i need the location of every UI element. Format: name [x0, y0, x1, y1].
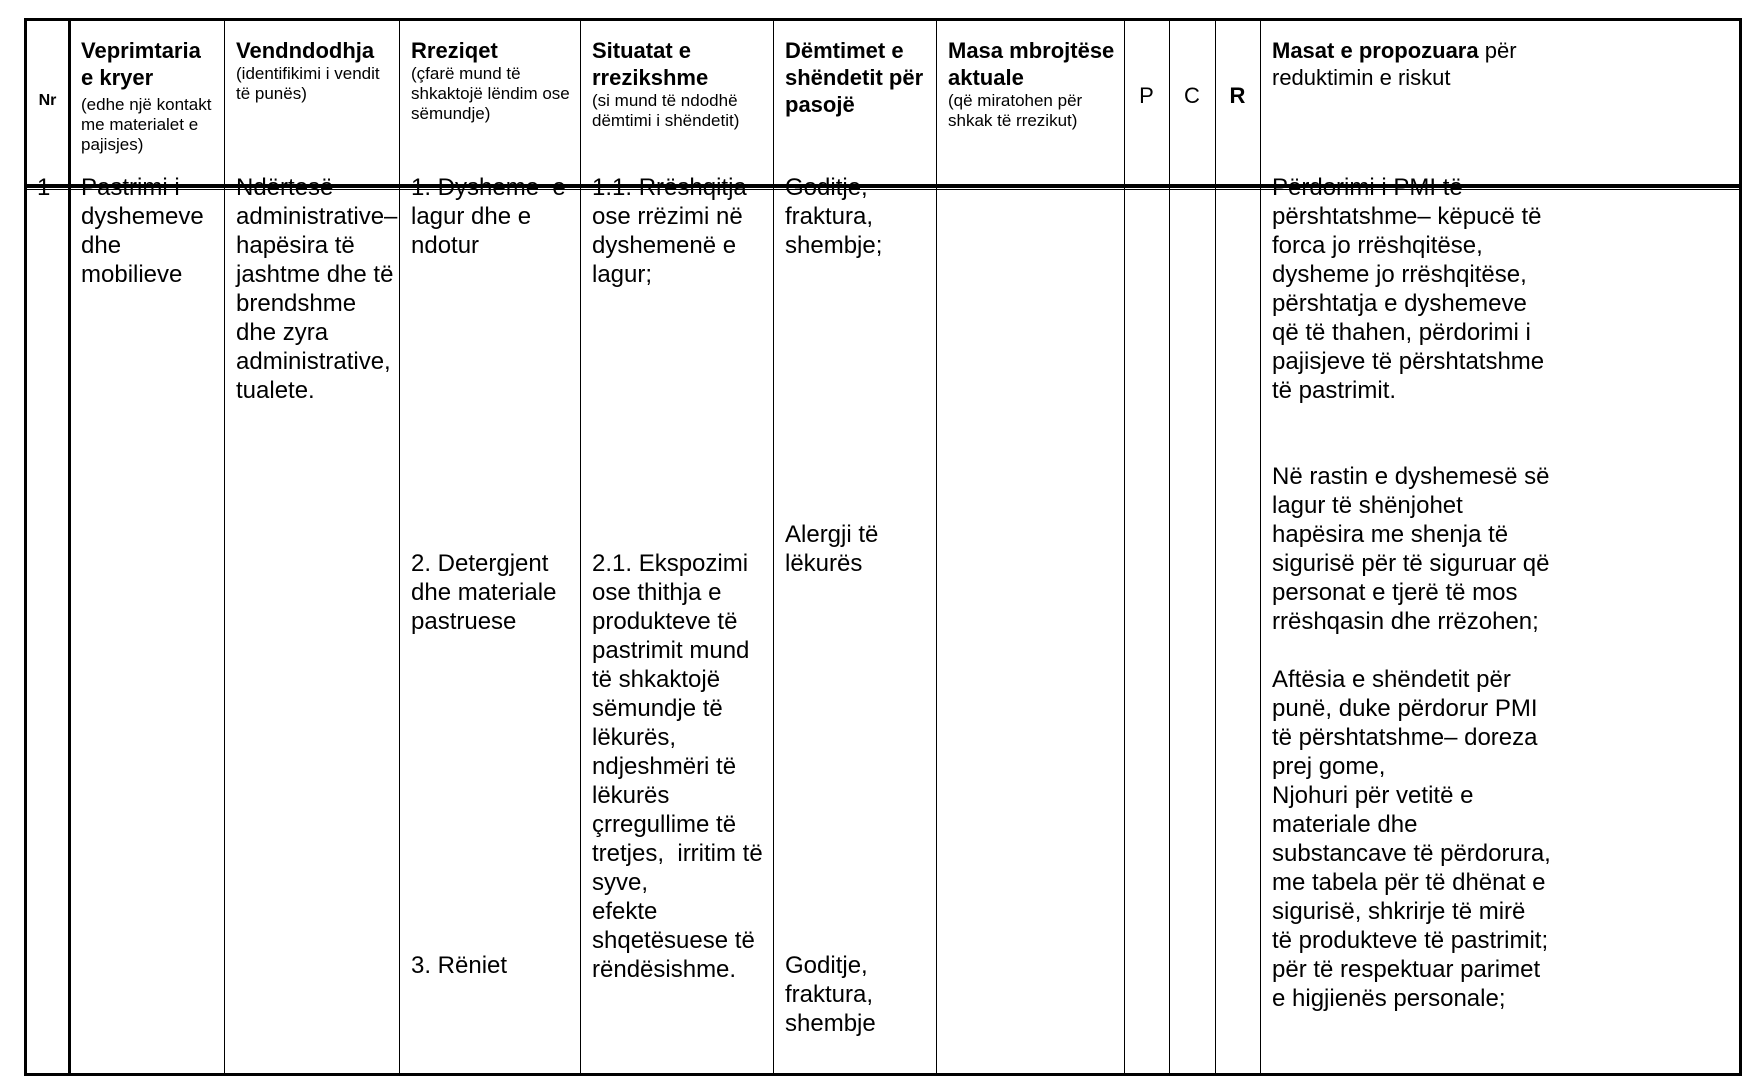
text-line: dhe materiale: [411, 579, 557, 606]
header-situations-note: (si mund të ndodhë dëmtimi i shëndetit): [592, 91, 740, 130]
text-line: të shkaktojë: [592, 666, 721, 693]
cell-activity: [81, 173, 204, 289]
text-line: lagur të shënjohet: [1272, 492, 1463, 519]
row-nr: [37, 173, 50, 202]
header-measures-note: (që miratohen për shkak të rrezikut): [948, 91, 1083, 130]
text-line: shqetësuese të: [592, 927, 755, 954]
header-damage: [785, 37, 931, 118]
text-line: rëndësishme.: [592, 956, 737, 983]
cell-situation-2: [592, 549, 763, 984]
text-line: sigurisë, shkrirje të mirë: [1272, 898, 1526, 925]
text-line: Ndërtesë: [236, 174, 334, 201]
text-line: brendshme: [236, 290, 357, 317]
text-line: shembje;: [785, 232, 883, 259]
text-line: Goditje,: [785, 174, 868, 201]
header-damage-title: Dëmtimet e shëndetit për pasojë: [785, 38, 924, 117]
text-line: mobilieve: [81, 261, 183, 288]
header-measures: [948, 37, 1120, 131]
text-line: produkteve të: [592, 608, 738, 635]
cell-hazard-2: [411, 549, 556, 636]
text-line: punë, duke përdorur PMI: [1272, 695, 1538, 722]
text-line: personat e tjerë të mos: [1272, 579, 1518, 606]
text-line: efekte: [592, 898, 658, 925]
header-activity-note: (edhe një kontakt me materialet e pajisjes): [81, 95, 212, 154]
text-line: me tabela për të dhënat e: [1272, 869, 1546, 896]
text-line: të pastrimit.: [1272, 377, 1397, 404]
cell-hazard-1: [411, 173, 566, 260]
cell-hazard-3: [411, 951, 507, 980]
header-hazards-note: (çfarë mund të shkaktojë lëndim ose sëmundje): [411, 64, 570, 123]
text-line: pastruese: [411, 608, 517, 635]
text-line: forca jo rrëshqitëse,: [1272, 232, 1483, 259]
text-line: të përshtatshme– doreza: [1272, 724, 1538, 751]
header-hazards-title: Rreziqet: [411, 38, 498, 63]
text-line: administrative–: [236, 203, 398, 230]
text-line: lagur;: [592, 261, 653, 288]
text-line: çrregullime të: [592, 811, 737, 838]
text-line: të produkteve të pastrimit;: [1272, 927, 1549, 954]
cell-proposed-2: [1272, 462, 1549, 636]
text-line: përshtatshme– këpucë të: [1272, 203, 1542, 230]
column-divider: [399, 21, 400, 1073]
header-measures-title: Masa mbrojtëse aktuale: [948, 38, 1115, 90]
text-line: pajisjeve të përshtatshme: [1272, 348, 1545, 375]
text-line: shembje: [785, 1010, 876, 1037]
text-line: dyshemenë e: [592, 232, 737, 259]
text-line: 1.1. Rrëshqitja: [592, 174, 747, 201]
text-line: ndotur: [411, 232, 480, 259]
header-situations: [592, 37, 768, 131]
text-line: lagur dhe e: [411, 203, 532, 230]
header-r: [1215, 83, 1260, 109]
header-c-label: C: [1184, 83, 1200, 108]
text-line: 3. Rëniet: [411, 952, 508, 979]
text-line: tualete.: [236, 377, 315, 404]
header-activity-title: Veprimtaria e kryer: [81, 38, 201, 90]
text-line: 2.1. Ekspozimi: [592, 550, 749, 577]
text-line: sëmundje të: [592, 695, 723, 722]
text-line: lëkurës: [592, 782, 670, 809]
cell-damage-2: [785, 520, 878, 578]
column-divider: [1260, 21, 1261, 1073]
column-divider: [1169, 21, 1170, 1073]
header-hazards: [411, 37, 575, 124]
text-line: materiale dhe: [1272, 811, 1418, 838]
text-line: ndjeshmëri të: [592, 753, 737, 780]
risk-assessment-table: [24, 18, 1742, 1076]
text-line: substancave të përdorura,: [1272, 840, 1551, 867]
text-line: Alergji të: [785, 521, 879, 548]
row-nr-value: 1: [37, 174, 51, 201]
text-line: ose thithja e: [592, 579, 722, 606]
header-location-title: Vendndodhja: [236, 38, 375, 63]
text-line: lëkurës,: [592, 724, 677, 751]
header-nr-label: Nr: [38, 92, 57, 109]
column-divider: [68, 21, 71, 1073]
text-line: fraktura,: [785, 981, 874, 1008]
text-line: dhe: [81, 232, 122, 259]
cell-proposed-3: [1272, 665, 1551, 1013]
text-line: Përdorimi i PMI të: [1272, 174, 1463, 201]
header-r-label: R: [1229, 83, 1246, 108]
text-line: sigurisë për të siguruar që: [1272, 550, 1550, 577]
column-divider: [936, 21, 937, 1073]
header-nr: [27, 87, 68, 114]
cell-situation-1: [592, 173, 747, 289]
text-line: Pastrimi i: [81, 174, 180, 201]
text-line: prej gome,: [1272, 753, 1386, 780]
header-proposed-rest: për reduktimin e riskut: [1272, 38, 1517, 90]
header-activity: [81, 37, 219, 155]
column-divider: [1124, 21, 1125, 1073]
text-line: përshtatja e dyshemeve: [1272, 290, 1527, 317]
text-line: hapësira të: [236, 232, 355, 259]
text-line: për të respektuar parimet: [1272, 956, 1541, 983]
text-line: që të thahen, përdorimi i: [1272, 319, 1531, 346]
header-location: [236, 37, 394, 104]
text-line: Aftësia e shëndetit për: [1272, 666, 1511, 693]
column-divider: [773, 21, 774, 1073]
header-proposed: [1272, 37, 1537, 91]
text-line: rrëshqasin dhe rrëzohen;: [1272, 608, 1539, 635]
text-line: syve,: [592, 869, 649, 896]
text-line: dysheme jo rrëshqitëse,: [1272, 261, 1527, 288]
text-line: e higjienës personale;: [1272, 985, 1506, 1012]
text-line: fraktura,: [785, 203, 874, 230]
text-line: lëkurës: [785, 550, 863, 577]
header-situations-title: Situatat e rrezikshme: [592, 38, 709, 90]
text-line: pastrimit mund: [592, 637, 750, 664]
cell-proposed-1: [1272, 173, 1544, 405]
text-line: dhe zyra: [236, 319, 329, 346]
text-line: ose rrëzimi në: [592, 203, 743, 230]
text-line: jashtme dhe të: [236, 261, 394, 288]
text-line: Goditje,: [785, 952, 868, 979]
text-line: administrative,: [236, 348, 391, 375]
text-line: 1. Dysheme e: [411, 174, 566, 201]
cell-damage-1: [785, 173, 882, 260]
text-line: tretjes, irritim të: [592, 840, 763, 867]
header-proposed-bold: Masat e propozuara: [1272, 38, 1479, 63]
header-p: [1124, 83, 1169, 109]
header-location-note: (identifikimi i vendit të punës): [236, 64, 380, 103]
column-divider: [224, 21, 225, 1073]
cell-location: [236, 173, 397, 405]
header-c: [1169, 83, 1215, 109]
text-line: hapësira me shenja të: [1272, 521, 1509, 548]
text-line: dyshemeve: [81, 203, 204, 230]
cell-damage-3: [785, 951, 876, 1038]
column-divider: [580, 21, 581, 1073]
column-divider: [1215, 21, 1216, 1073]
text-line: Njohuri për vetitë e: [1272, 782, 1474, 809]
text-line: 2. Detergjent: [411, 550, 549, 577]
text-line: Në rastin e dyshemesë së: [1272, 463, 1550, 490]
header-p-label: P: [1139, 83, 1154, 108]
